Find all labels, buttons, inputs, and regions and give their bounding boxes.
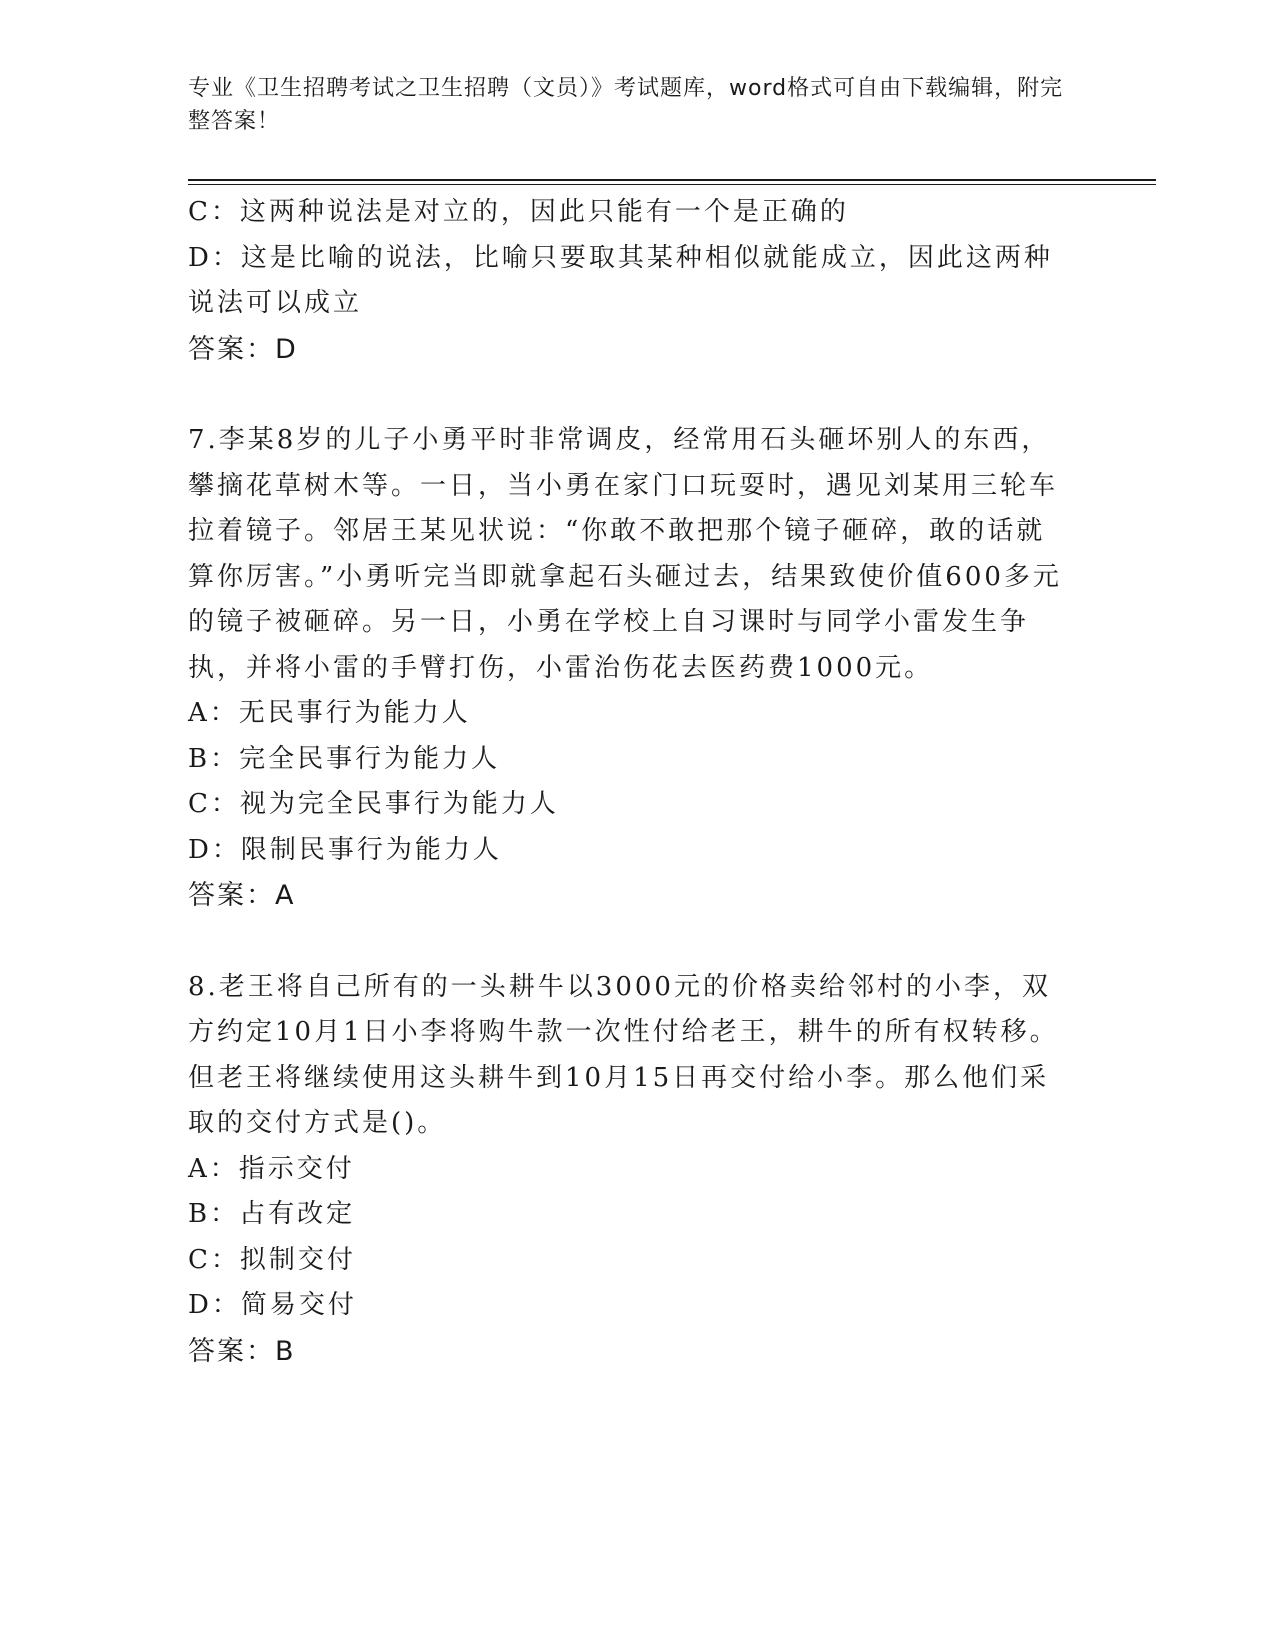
spacer: [188, 372, 1068, 418]
question-stem: 7.李某8岁的儿子小勇平时非常调皮，经常用石头砸坏别人的东西，攀摘花草树木等。一日，当小勇在家门口玩耍时，遇见刘某用三轮车拉着镜子。邻居王某见状说：“你敢不敢把那个镜子砸碎，敢的话就算你厉害。”小勇听完当即就拿起石头砸过去，结果致使价值600多元的镜子被砸碎。另一日，小勇在学校上自习课时与同学小雷发生争执，并将小雷的手臂打伤，小雷治伤花去医药费1000元。: [188, 425, 1062, 683]
header-rule-thin: [188, 184, 1156, 185]
option-c: C：视为完全民事行为能力人: [188, 789, 559, 819]
option-d: D：限制民事行为能力人: [188, 834, 502, 865]
header-rule-thick: [188, 179, 1156, 181]
question-8: [188, 965, 1068, 1375]
previous-question: [188, 190, 1068, 372]
question-7: [188, 418, 1068, 919]
question-stem: 8.老王将自己所有的一头耕牛以3000元的价格卖给邻村的小李，双方约定10月1日小李将购牛款一次性付给老王，耕牛的所有权转移。但老王将继续使用这头耕牛到10月15日再交付给小李。那么他们采取的交付方式是()。: [188, 971, 1059, 1138]
option-b: B：占有改定: [188, 1199, 356, 1229]
answer: 答案：B: [188, 1335, 296, 1367]
spacer: [188, 919, 1068, 965]
option-a: A：无民事行为能力人: [188, 698, 471, 728]
option-d: D：简易交付: [188, 1290, 357, 1320]
option-d: D：这是比喻的说法，比喻只要取其某种相似就能成立，因此这两种说法可以成立: [188, 242, 1053, 318]
answer: 答案：A: [188, 880, 296, 911]
option-c: C：这两种说法是对立的，因此只能有一个是正确的: [188, 197, 849, 227]
option-b: B：完全民事行为能力人: [188, 743, 501, 774]
document-body: [188, 190, 1068, 1374]
answer: 答案：D: [188, 333, 298, 365]
option-c: C：拟制交付: [188, 1244, 356, 1275]
document-header: 专业《卫生招聘考试之卫生招聘（文员）》考试题库，word格式可自由下载编辑，附完整答案！: [188, 76, 1064, 134]
option-a: A：指示交付: [188, 1153, 355, 1184]
